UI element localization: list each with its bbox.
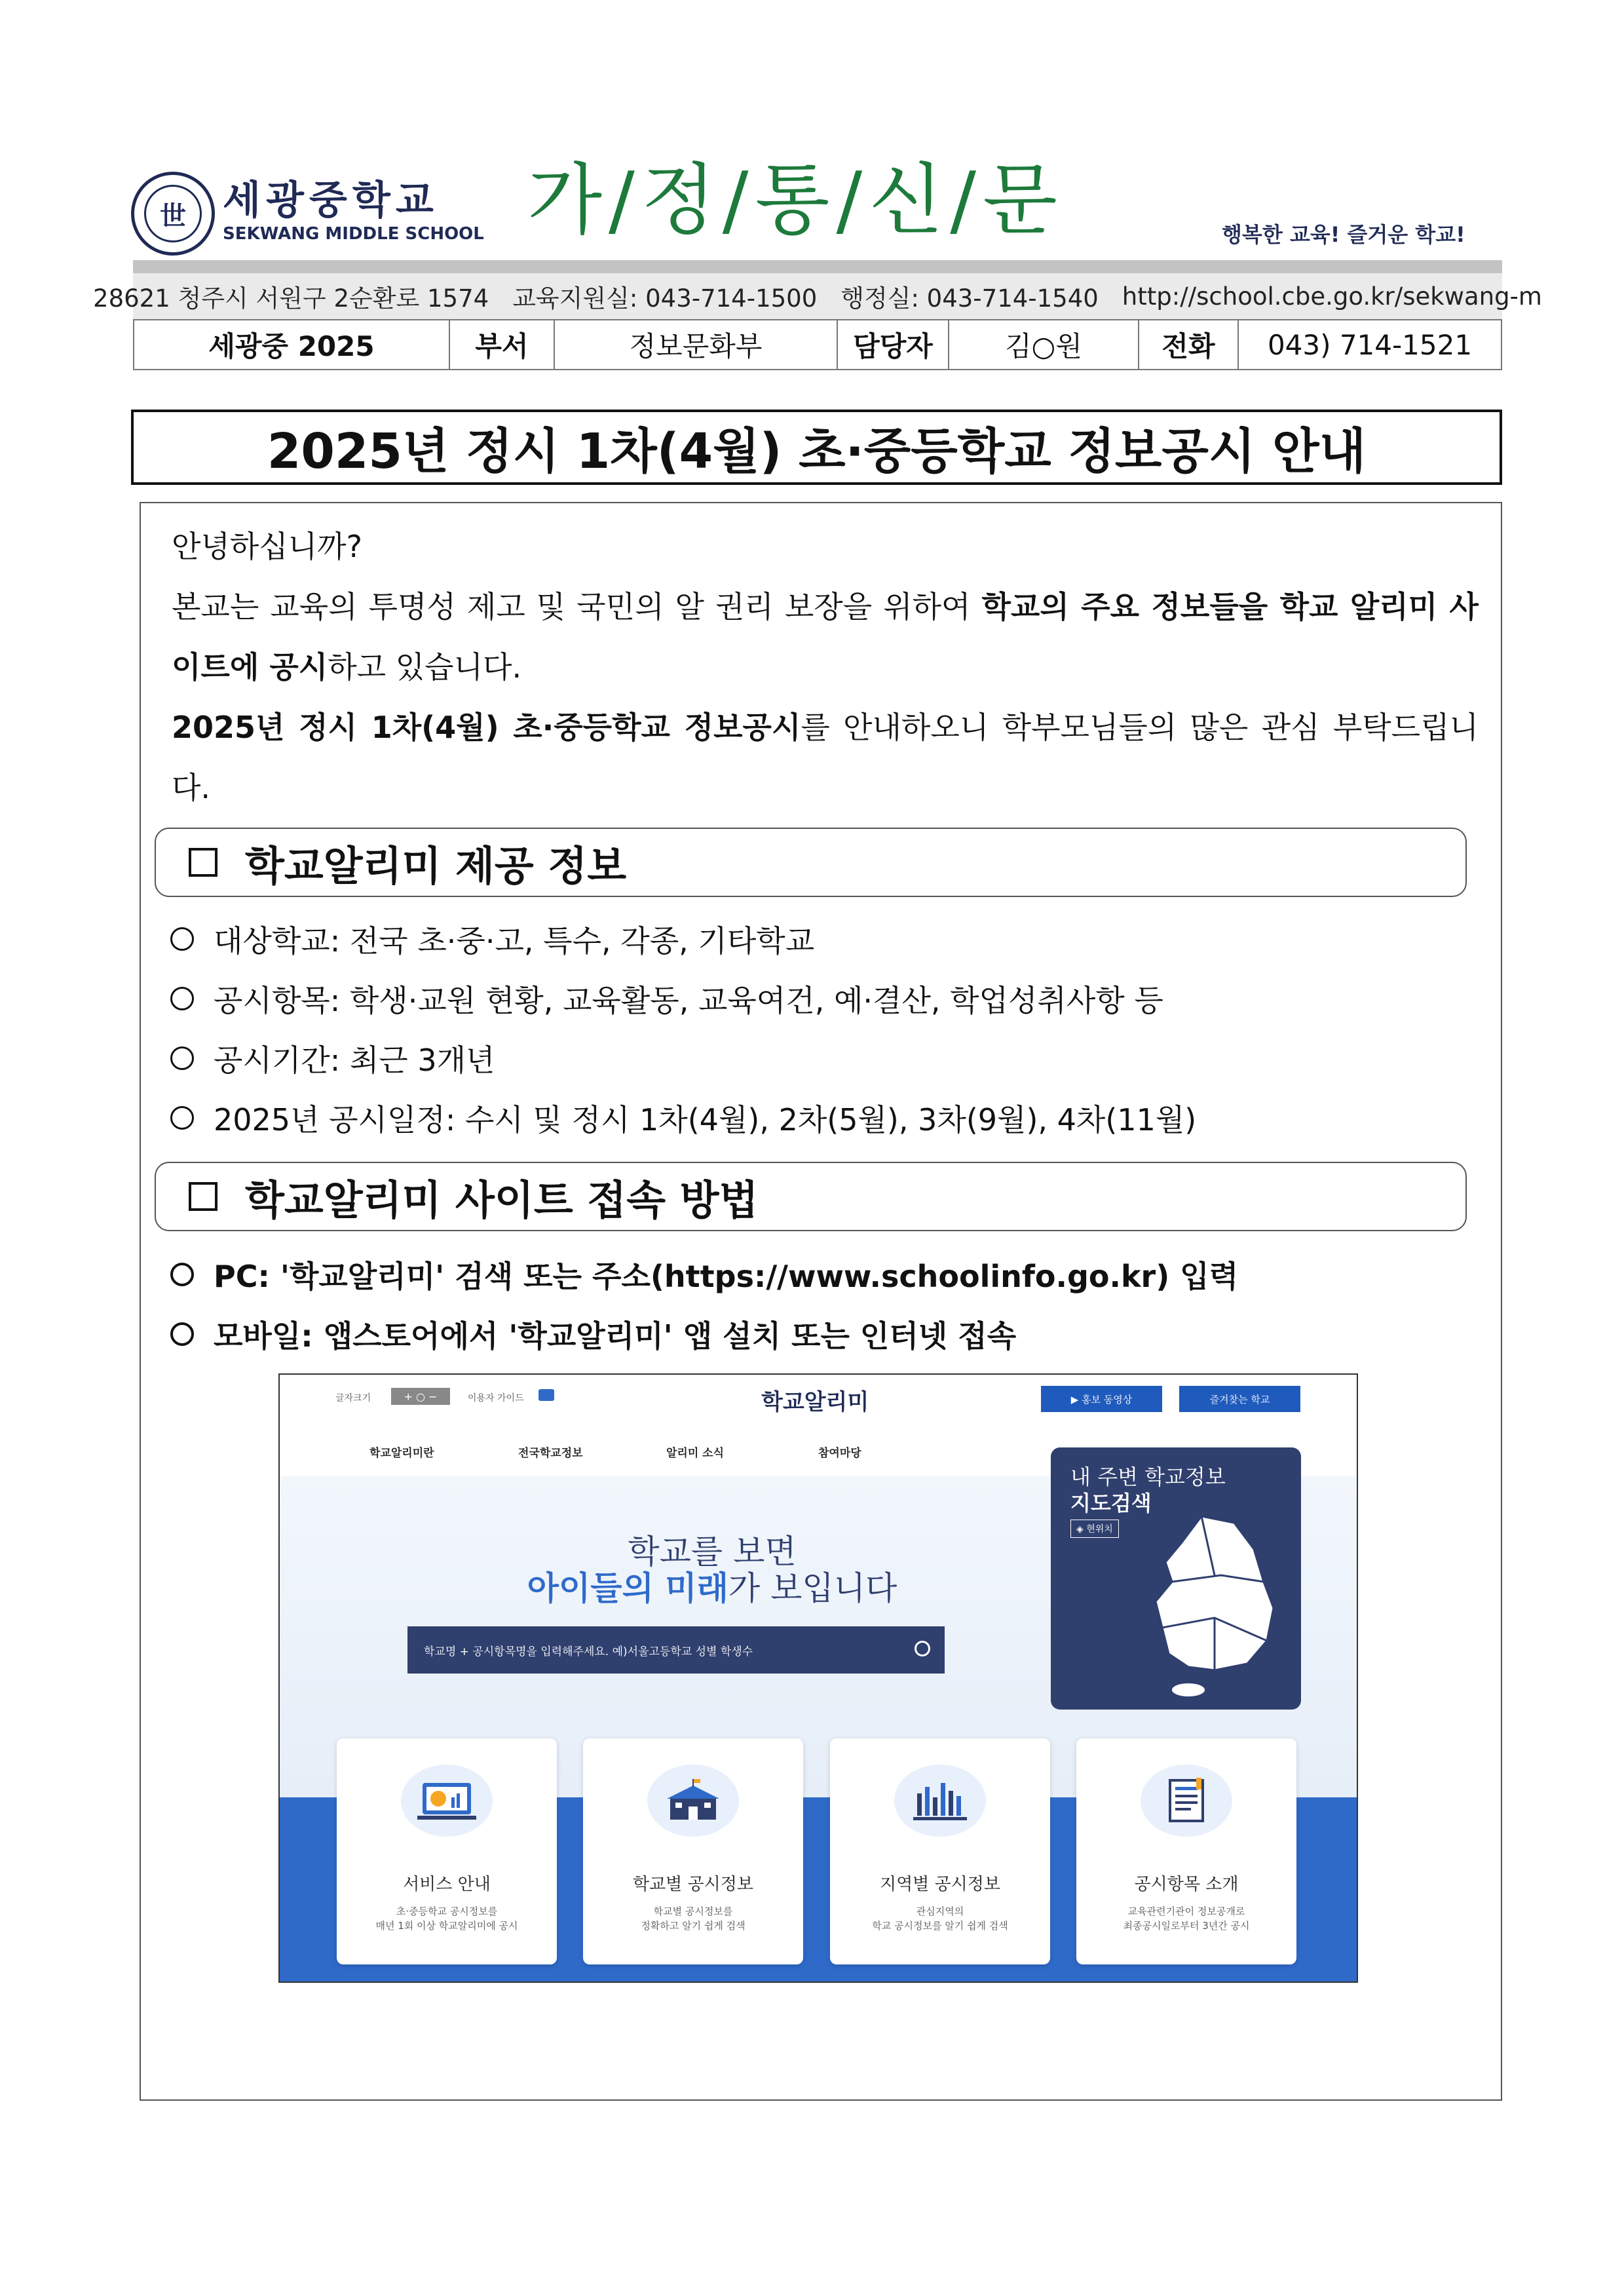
card-desc: 초·중등학교 공시정보를 매년 1회 이상 학교알리미에 공시	[375, 1905, 518, 1932]
greeting: 안녕하십니까?	[172, 529, 363, 564]
schoolinfo-website-screenshot	[278, 1373, 1358, 1983]
search-icon[interactable]	[915, 1641, 930, 1656]
list-item: PC: '학교알리미' 검색 또는 주소(https://www.schoolinfo.go.kr) 입력	[170, 1253, 1238, 1296]
site-logo[interactable]: 학교알리미	[761, 1389, 869, 1415]
checkbox-square-icon	[189, 1182, 217, 1211]
dept-label: 부서	[450, 320, 555, 369]
hero-emphasis: 아이들의 미래	[527, 1569, 728, 1607]
monitor-icon	[538, 1389, 554, 1401]
p2-a: 2025년 정시 1차(4월) 초·중등학교 정보공시	[172, 710, 801, 745]
section-heading-box-2	[155, 1162, 1467, 1231]
address-bar	[93, 260, 1542, 319]
list-item: 대상학교: 전국 초·중·고, 특수, 각종, 기타학교	[170, 917, 814, 961]
promo-video-button[interactable]: ▶ 홍보 동영상	[1041, 1386, 1162, 1412]
intro-paragraph-2	[172, 697, 1479, 818]
hero-line-1: 학교를 보면	[628, 1533, 797, 1571]
section-heading-1: 학교알리미 제공 정보	[245, 841, 627, 890]
section-heading-2: 학교알리미 사이트 접속 방법	[245, 1176, 759, 1224]
circle-bullet-icon	[170, 1322, 194, 1346]
circle-bullet-icon	[170, 1046, 194, 1070]
address: 28621 청주시 서원구 2순환로 1574	[93, 284, 489, 313]
card-title: 학교별 공시정보	[632, 1875, 754, 1894]
school-building-icon	[647, 1765, 739, 1837]
font-size-label: 글자크기	[335, 1393, 371, 1404]
p1-c: 하고 있습니다.	[328, 649, 522, 685]
school-slogan: 행복한 교육! 즐거운 학교!	[1222, 222, 1465, 247]
favorite-schools-button[interactable]: 즐겨찾는 학교	[1179, 1386, 1300, 1412]
school-year: 세광중 2025	[134, 320, 450, 369]
admin-office-phone: 행정실: 043-714-1540	[840, 284, 1099, 313]
font-size-control[interactable]: + ○ −	[391, 1388, 450, 1405]
card-title: 서비스 안내	[403, 1875, 491, 1894]
korea-map-icon	[1123, 1510, 1293, 1700]
list-item: 2025년 공시일정: 수시 및 정시 1차(4월), 2차(5월), 3차(9월), 4차(11월)	[170, 1096, 1196, 1139]
school-name-en: SEKWANG MIDDLE SCHOOL	[223, 224, 484, 244]
support-office-phone: 교육지원실: 043-714-1500	[512, 284, 818, 313]
list-item: 모바일: 앱스토어에서 '학교알리미' 앱 설치 또는 인터넷 접속	[170, 1312, 1016, 1356]
map-search-card[interactable]	[1051, 1447, 1301, 1710]
school-info-card[interactable]	[583, 1738, 803, 1964]
intro-paragraph-1	[172, 577, 1479, 697]
nav-item[interactable]: 전국학교정보	[518, 1447, 583, 1460]
map-line-2: 지도검색	[1070, 1491, 1152, 1516]
school-seal-logo	[131, 172, 215, 256]
map-line-1: 내 주변 학교정보	[1070, 1464, 1226, 1489]
hero-line-2	[450, 1562, 974, 1609]
bar-chart-icon	[894, 1765, 986, 1837]
card-desc: 관심지역의 학교 공시정보를 알기 쉽게 검색	[872, 1905, 1008, 1932]
hero-rest: 가 보입니다	[728, 1569, 897, 1607]
nav-item[interactable]: 학교알리미란	[369, 1447, 434, 1460]
list-item: 공시기간: 최근 3개년	[170, 1037, 495, 1080]
service-guide-card[interactable]	[337, 1738, 557, 1964]
phone-label: 전화	[1139, 320, 1239, 369]
regional-info-card[interactable]	[830, 1738, 1050, 1964]
search-placeholder: 학교명 + 공시항목명을 입력해주세요. 예)서울고등학교 성별 학생수	[424, 1645, 753, 1658]
circle-bullet-icon	[170, 1106, 194, 1130]
document-title: 2025년 정시 1차(4월) 초·중등학교 정보공시 안내	[131, 410, 1502, 485]
phone-value: 043) 714-1521	[1267, 328, 1473, 361]
p1-a: 본교는 교육의 투명성 제고 및 국민의 알 권리 보장을 위하여	[172, 589, 982, 624]
card-desc: 학교별 공시정보를 정확하고 알기 쉽게 검색	[641, 1905, 746, 1932]
circle-bullet-icon	[170, 987, 194, 1010]
nav-item[interactable]: 참여마당	[818, 1447, 861, 1460]
p2-b: 를 안내하오니 학부모님들의 많은 관심 부탁드립니다.	[172, 710, 1479, 805]
p1-b: 학교의 주요 정보들을 학교 알리미 사이트에 공시	[172, 589, 1479, 685]
nav-item[interactable]: 알리미 소식	[666, 1447, 725, 1460]
user-guide-link[interactable]: 이용자 가이드	[468, 1393, 524, 1404]
intro-text	[172, 516, 1479, 818]
checkbox-square-icon	[189, 848, 217, 877]
manager-value: 김○원	[949, 320, 1139, 369]
section-heading-box-1	[155, 828, 1467, 897]
seal-inner: 世	[144, 185, 202, 242]
card-title: 공시항목 소개	[1134, 1875, 1239, 1894]
school-name-ko: 세광중학교	[223, 178, 439, 223]
school-website-link[interactable]: http://school.cbe.go.kr/sekwang-m	[1122, 282, 1542, 311]
list-item: 공시항목: 학생·교원 현황, 교육활동, 교육여건, 예·결산, 학업성취사항 등	[170, 977, 1163, 1020]
document-icon	[1141, 1765, 1232, 1837]
info-table	[133, 319, 1502, 370]
card-title: 지역별 공시정보	[879, 1875, 1001, 1894]
site-search-input[interactable]	[407, 1626, 945, 1674]
manager-label: 담당자	[838, 320, 949, 369]
card-desc: 교육관련기관이 정보공개로 최종공시일로부터 3년간 공시	[1123, 1905, 1250, 1932]
presentation-chart-icon	[401, 1765, 493, 1837]
disclosure-items-card[interactable]	[1076, 1738, 1296, 1964]
dept-value: 정보문화부	[555, 320, 838, 369]
circle-bullet-icon	[170, 927, 194, 951]
masthead-title: 가/정/통/신/문	[527, 155, 1064, 245]
current-location-button[interactable]: ◈ 현위치	[1070, 1520, 1119, 1538]
circle-bullet-icon	[170, 1263, 194, 1286]
